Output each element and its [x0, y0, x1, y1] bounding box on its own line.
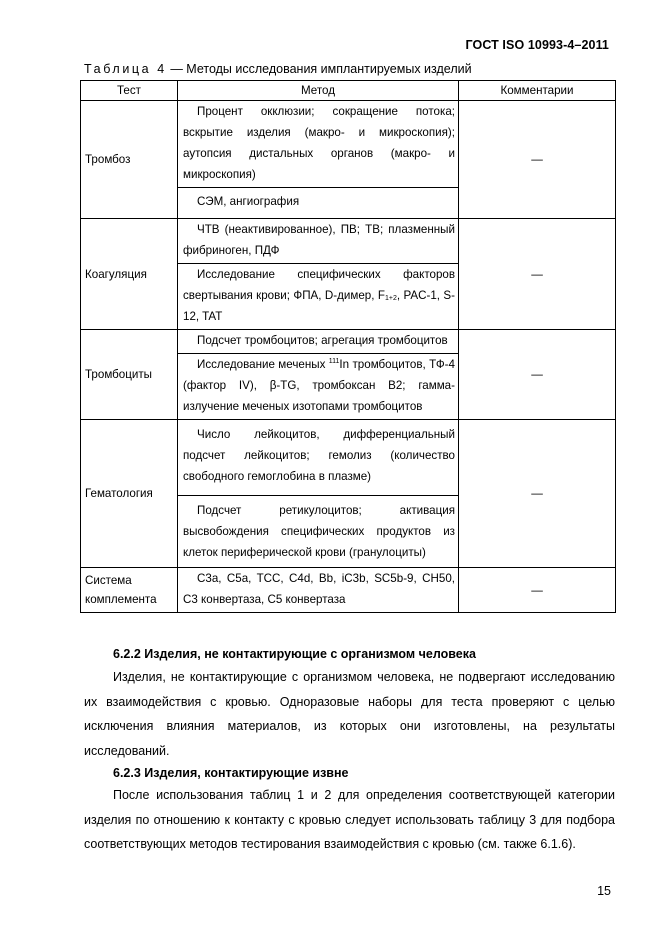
table-row-platelets [81, 330, 616, 420]
column-header-comments: Комментарии [459, 81, 616, 101]
method-item: СЭМ, ангиография [178, 187, 458, 218]
method-cell [178, 420, 459, 568]
test-cell: Коагуляция [81, 219, 178, 330]
table-row-thrombosis [81, 101, 616, 219]
method-cell [178, 219, 459, 330]
method-item: Процент окклюзии; сокращение потока; вскрытие изделия (макро- и микроскопия); аутопсия дистальных органов (макро- и микроскопия) [183, 105, 455, 181]
comment-cell: — [459, 219, 616, 330]
table-caption-label: Таблица 4 [84, 62, 167, 76]
method-text: Исследование меченых [197, 358, 329, 371]
method-superscript: 111 [328, 358, 340, 365]
method-text: In тромбоцитов, ТФ-4 (фактор IV), β-TG, тромбоксан В2; гамма-излучение меченых изотопами тромбоцитов [183, 358, 455, 413]
method-item [178, 263, 458, 329]
method-item: ЧТВ (неактивированное), ПВ; ТВ; плазменный фибриноген, ПДФ [183, 223, 455, 257]
method-cell [178, 330, 459, 420]
method-item: Число лейкоцитов, дифференциальный подсчет лейкоцитов; гемолиз (количество свободного гемоглобина в плазме) [183, 428, 455, 483]
section-paragraph-6-2-2: Изделия, не контактирующие с организмом человека, не подвергают исследованию их взаимодействия с кровью. Одноразовые наборы для теста проверяют с целью исключения влияния материалов, из которых они изготовлены, на результаты исследований. [84, 670, 615, 758]
table-row-complement [81, 568, 616, 613]
methods-table [80, 80, 616, 613]
method-item: C3a, C5a, TCC, C4d, Bb, iC3b, SC5b-9, CH50, C3 конвертаза, C5 конвертаза [183, 572, 455, 606]
table-row-coagulation [81, 219, 616, 330]
section-heading-6-2-3: 6.2.3 Изделия, контактирующие извне [113, 766, 349, 780]
section-paragraph-6-2-3: После использования таблиц 1 и 2 для определения соответствующей категории изделия по отношению к контакту с кровью следует использовать таблицу 3 для подбора соответствующих методов тестирования взаимодействия с кровью (см. также 6.1.6). [84, 788, 615, 851]
method-text: Исследование специфических факторов свертывания крови; ФПА, D-димер, F [183, 268, 455, 302]
document-code: ГОСТ ISO 10993-4–2011 [465, 38, 609, 52]
method-text: , PAC-1, S-12, TAT [183, 289, 455, 323]
section-heading-6-2-2: 6.2.2 Изделия, не контактирующие с организмом человека [113, 647, 476, 661]
method-cell [178, 101, 459, 219]
test-cell: Тромбоциты [81, 330, 178, 420]
column-header-method: Метод [178, 81, 459, 101]
method-cell [178, 568, 459, 613]
table-row-hematology [81, 420, 616, 568]
column-header-test: Тест [81, 81, 178, 101]
test-cell: Тромбоз [81, 101, 178, 219]
method-item: Подсчет ретикулоцитов; активация высвобождения специфических продуктов из клеток периферической крови (гранулоциты) [178, 495, 458, 567]
test-cell: Гематология [81, 420, 178, 568]
test-cell: Система комплемента [81, 568, 178, 613]
method-item [178, 353, 458, 419]
page-number: 15 [597, 884, 611, 898]
comment-cell: — [459, 420, 616, 568]
method-subscript: 1+2 [384, 295, 397, 302]
method-item: Подсчет тромбоцитов; агрегация тромбоцитов [197, 334, 448, 347]
table-caption-text: — Методы исследования имплантируемых изделий [166, 62, 472, 76]
comment-cell: — [459, 568, 616, 613]
comment-cell: — [459, 101, 616, 219]
table-caption [84, 62, 472, 76]
comment-cell: — [459, 330, 616, 420]
table-header-row [81, 81, 616, 101]
